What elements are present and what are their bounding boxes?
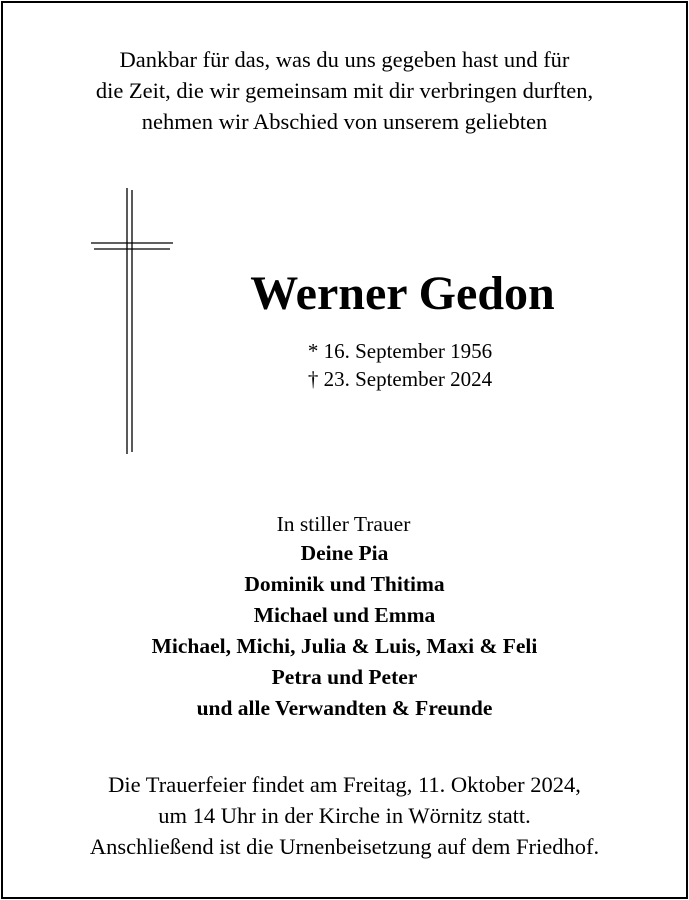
intro-line: Dankbar für das, was du uns gegeben hast und für [119, 47, 570, 72]
life-dates [200, 337, 600, 393]
intro-text [0, 44, 689, 137]
intro-line: die Zeit, die wir gemeinsam mit dir verbringen durften, [95, 78, 594, 103]
death-date: † 23. September 2024 [307, 367, 493, 391]
ceremony-line: Anschließend ist die Urnenbeisetzung auf dem Friedhof. [89, 834, 600, 859]
mourner-line: Michael und Emma [253, 603, 436, 627]
mourner-line: Petra und Peter [271, 665, 418, 689]
intro-line: nehmen wir Abschied von unserem geliebten [141, 109, 548, 134]
cross-icon [90, 186, 174, 456]
deceased-name: Werner Gedon [250, 267, 555, 320]
mourner-line: Michael, Michi, Julia & Luis, Maxi & Feli [151, 634, 538, 658]
mourners-heading: In stiller Trauer [276, 512, 411, 536]
mourner-line: Deine Pia [300, 541, 389, 565]
mourners-section [0, 510, 689, 724]
ceremony-info [0, 769, 689, 862]
ceremony-line: Die Trauerfeier findet am Freitag, 11. Oktober 2024, [108, 772, 581, 797]
mourners-list [0, 538, 689, 724]
birth-date: * 16. September 1956 [307, 339, 493, 363]
mourner-line: Dominik und Thitima [244, 572, 445, 596]
mourner-line: und alle Verwandten & Freunde [196, 696, 493, 720]
ceremony-line: um 14 Uhr in der Kirche in Wörnitz statt. [158, 803, 531, 828]
